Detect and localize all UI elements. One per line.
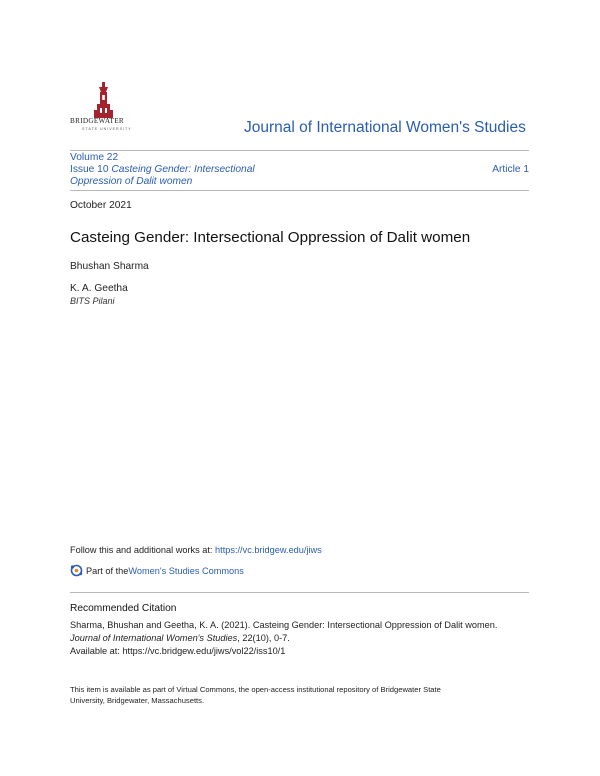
citation-heading: Recommended Citation — [70, 603, 177, 614]
repository-footer — [70, 684, 530, 706]
tower-icon — [70, 82, 142, 118]
citation-line: Sharma, Bhushan and Geetha, K. A. (2021). Casteing Gender: Intersectional Oppression of Dalit women. — [70, 620, 498, 630]
university-logo — [70, 82, 142, 134]
follow-line — [70, 545, 322, 555]
footer-line: University, Bridgewater, Massachusetts. — [70, 696, 205, 705]
part-of-line — [70, 564, 244, 577]
footer-line: This item is available as part of Virtual Commons, the open-access institutional repository of Bridgewater State — [70, 685, 441, 694]
divider — [70, 150, 529, 151]
author-name: Bhushan Sharma — [70, 261, 149, 272]
recommended-citation — [70, 619, 540, 658]
part-of-prefix: Part of the — [86, 565, 129, 576]
citation-volume: , 22(10), 0-7. — [237, 633, 290, 643]
volume-issue-block — [70, 152, 300, 188]
citation-journal: Journal of International Women's Studies — [70, 633, 238, 643]
issue-number: Issue 10 — [70, 164, 109, 175]
journal-title[interactable]: Journal of International Women's Studies — [244, 119, 526, 136]
network-commons-icon — [70, 564, 83, 577]
issue-title-line2[interactable]: Oppression of Dalit women — [70, 176, 193, 187]
follow-prefix: Follow this and additional works at: — [70, 545, 216, 555]
issue-link[interactable] — [70, 164, 300, 176]
logo-wordmark: BRIDGEWATER — [70, 117, 125, 125]
citation-availability: Available at: https://vc.bridgew.edu/jiws/vol22/iss10/1 — [70, 646, 286, 656]
logo-subtext: STATE UNIVERSITY — [82, 127, 132, 131]
citation-line — [70, 632, 540, 645]
article-link[interactable]: Article 1 — [492, 164, 529, 175]
article-title: Casteing Gender: Intersectional Oppression of Dalit women — [70, 229, 471, 246]
author-name: K. A. Geetha — [70, 283, 128, 294]
divider — [70, 190, 529, 191]
volume-link[interactable]: Volume 22 — [70, 152, 119, 163]
collection-link[interactable]: https://vc.bridgew.edu/jiws — [215, 545, 322, 555]
issue-title-line1: Casteing Gender: Intersectional — [111, 164, 255, 175]
publication-date: October 2021 — [70, 200, 132, 211]
author-affiliation: BITS Pilani — [70, 296, 115, 306]
divider — [70, 592, 529, 593]
womens-studies-commons-link[interactable]: Women's Studies Commons — [128, 565, 244, 576]
